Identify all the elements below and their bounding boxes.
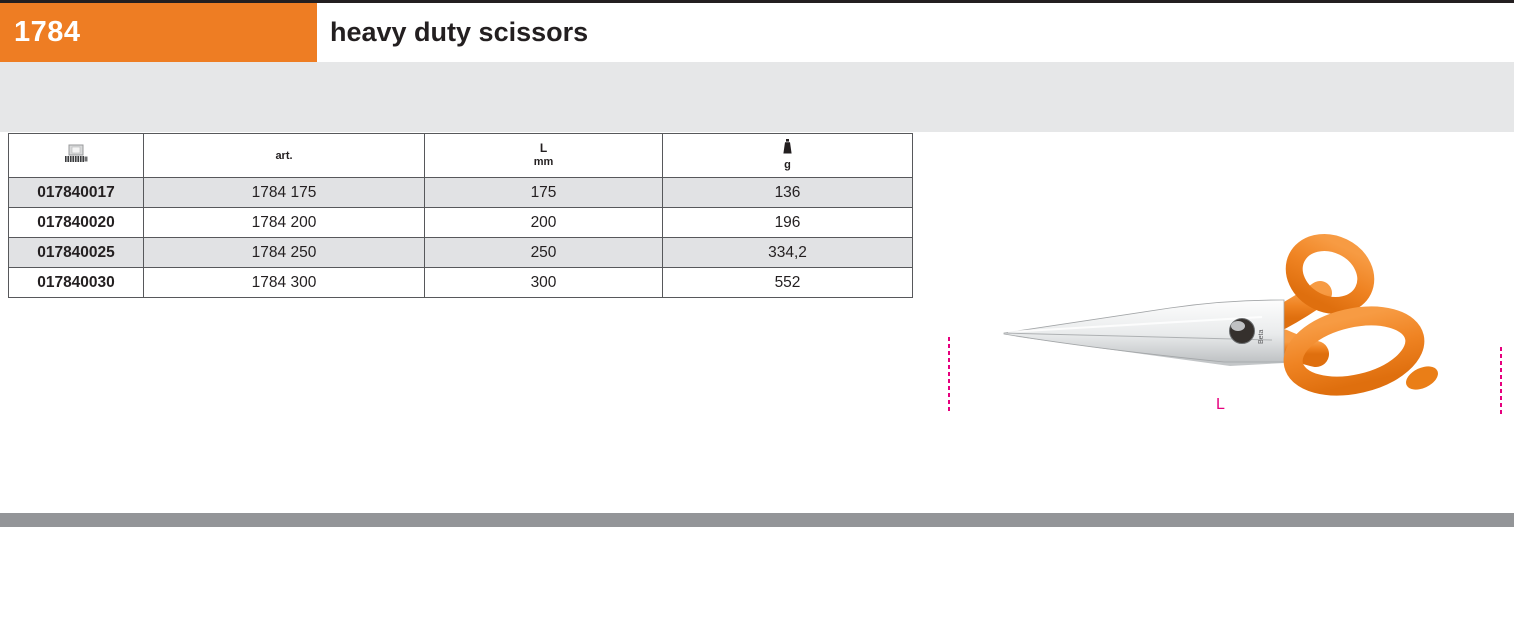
- dimension-line-right: [1500, 347, 1502, 414]
- col-header-weight: [663, 134, 913, 178]
- blade-brand-text: Beta: [1258, 329, 1265, 344]
- cell-code: 017840030: [9, 268, 144, 298]
- cell-length_mm: 175: [425, 178, 663, 208]
- weight-unit: g: [784, 158, 791, 171]
- cell-weight_g: 196: [663, 208, 913, 238]
- cell-code: 017840025: [9, 238, 144, 268]
- section-code-block: [0, 3, 317, 62]
- spec-table: [8, 133, 913, 298]
- dimension-label: L: [1216, 396, 1225, 413]
- cell-length_mm: 250: [425, 238, 663, 268]
- dimension-line-left: [948, 337, 950, 413]
- cell-code: 017840017: [9, 178, 144, 208]
- table-row: [9, 238, 913, 268]
- cell-art: 1784 300: [144, 268, 425, 298]
- lower-handle-ring: [1286, 305, 1422, 397]
- table-row: [9, 178, 913, 208]
- pivot-screw-highlight: [1231, 321, 1245, 331]
- cell-weight_g: 334,2: [663, 238, 913, 268]
- col-header-length: [425, 134, 663, 178]
- cell-length_mm: 200: [425, 208, 663, 238]
- barcode-icon: [63, 142, 89, 166]
- length-unit: mm: [533, 156, 554, 169]
- table-header-row: [9, 134, 913, 178]
- table-row: [9, 208, 913, 238]
- cell-art: 1784 250: [144, 238, 425, 268]
- length-symbol: L: [539, 141, 548, 156]
- footer-bar: [0, 513, 1514, 527]
- cell-weight_g: 552: [663, 268, 913, 298]
- table-row: [9, 268, 913, 298]
- col-header-code: [9, 134, 144, 178]
- page-title: heavy duty scissors: [330, 17, 589, 47]
- cell-code: 017840020: [9, 208, 144, 238]
- scissors-image: [930, 230, 1510, 480]
- cell-art: 1784 175: [144, 178, 425, 208]
- weight-icon: [782, 139, 793, 154]
- cell-length_mm: 300: [425, 268, 663, 298]
- cell-weight_g: 136: [663, 178, 913, 208]
- cell-art: 1784 200: [144, 208, 425, 238]
- section-code: 1784: [14, 16, 81, 48]
- col-header-art: art.: [144, 134, 425, 178]
- header-band: [0, 62, 1514, 132]
